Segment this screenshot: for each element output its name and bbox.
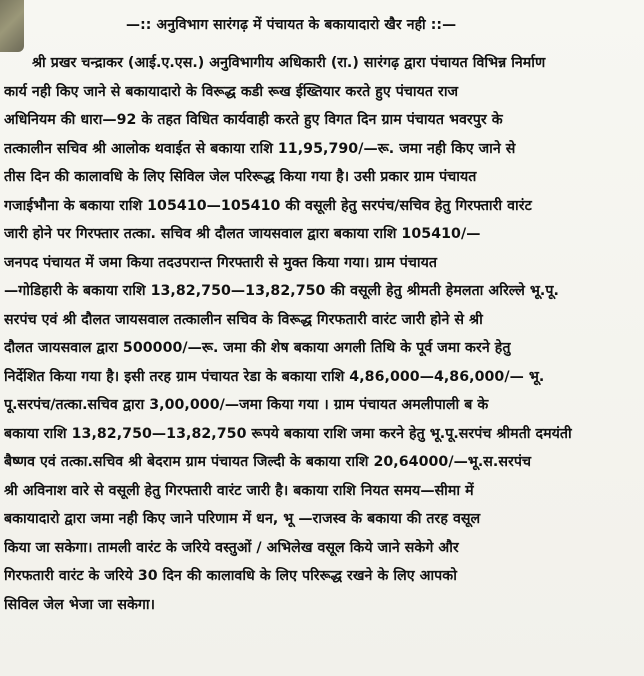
body-line: सरपंच एवं श्री दौलत जायसवाल तत्कालीन सचिव के विरूद्ध गिरफतारी वारंट जारी होने से श्री: [4, 311, 483, 328]
body-line: अधिनियम की धारा—92 के तहत विधित कार्यवाही करते हुए विगत दिन ग्राम पंचायत भवरपुर के: [4, 112, 503, 128]
body-line: गजाईभौना के बकाया राशि 105410—105410 की वसूली हेतु सरपंच/सचिव हेतु गिरफ्तारी वारंट: [4, 197, 532, 214]
paper-clip-strip: [0, 0, 24, 52]
body-line: बैष्णव एवं तत्का.सचिव श्री बेदराम ग्राम पंचायत जिल्दी के बकाया राशि 20,64000/—भू.स.सरपंच: [4, 454, 532, 470]
body-line: सिविल जेल भेजा जा सकेगा।: [4, 596, 156, 613]
body-line: निर्देशित किया गया है। इसी तरह ग्राम पंचायत रेडा के बकाया राशि 4,86,000—4,86,000/— भू.: [4, 368, 545, 385]
body-line: श्री अविनाश वारे से वसूली हेतु गिरफ्तारी वारंट जारी है। बकाया राशि नियत समय—सीमा में: [4, 482, 474, 499]
body-line: गिरफतारी वारंट के जरिये 30 दिन की कालावधि के लिए परिरूद्ध रखने के लिए आपको: [4, 568, 457, 584]
body-line: तत्कालीन सचिव श्री आलोक थवाईत से बकाया राशि 11,95,790/—रू. जमा नही किए जाने से: [4, 140, 516, 157]
body-line: बकायादारो द्वारा जमा नही किए जाने परिणाम में धन, भू —राजस्व के बकाया की तरह वसूल: [4, 511, 481, 527]
body-line: —गोडिहारी के बकाया राशि 13,82,750—13,82,750 की वसूली हेतु श्रीमती हेमलता अरिल्ले भू.पू.: [4, 283, 559, 299]
body-line: किया जा सकेगा। तामली वारंट के जरिये वस्तुओं / अभिलेख वसूल किये जाने सकेगे और: [4, 539, 459, 556]
body-line: जनपद पंचायत में जमा किया तदउपरान्त गिरफ्तारी से मुक्त किया गया। ग्राम पंचायत: [4, 254, 438, 271]
article-body: [4, 49, 637, 619]
body-line: श्री प्रखर चन्द्राकर (आई.ए.एस.) अनुविभागीय अधिकारी (रा.) सारंगढ़ द्वारा पंचायत विभिन्न निर्माण: [32, 55, 546, 71]
body-line: बकाया राशि 13,82,750—13,82,750 रूपये बकाया राशि जमा करने हेतु भू.पू.सरपंच श्रीमती दमयंती: [4, 425, 572, 442]
body-line: तीस दिन की कालावधि के लिए सिविल जेल परिरूद्ध किया गया है। उसी प्रकार ग्राम पंचायत: [4, 169, 477, 185]
body-line: पू.सरपंच/तत्का.सचिव द्वारा 3,00,000/—जमा किया गया । ग्राम पंचायत अमलीपाली ब के: [4, 397, 489, 413]
body-line: कार्य नही किए जाने से बकायादारो के विरूद्ध कडी रूख ईख्तियार करते हुए पंचायत राज: [4, 83, 459, 100]
body-line: दौलत जायसवाल द्वारा 500000/—रू. जमा की शेष बकाया अगली तिथि के पूर्व जमा करने हेतु: [4, 340, 511, 356]
body-line: जारी होने पर गिरफ्तार तत्का. सचिव श्री दौलत जायसवाल द्वारा बकाया राशि 105410/—: [4, 226, 481, 242]
article-headline: —:: अनुविभाग सारंगढ़ में पंचायत के बकायादारो खैर नही ::—: [126, 17, 457, 33]
